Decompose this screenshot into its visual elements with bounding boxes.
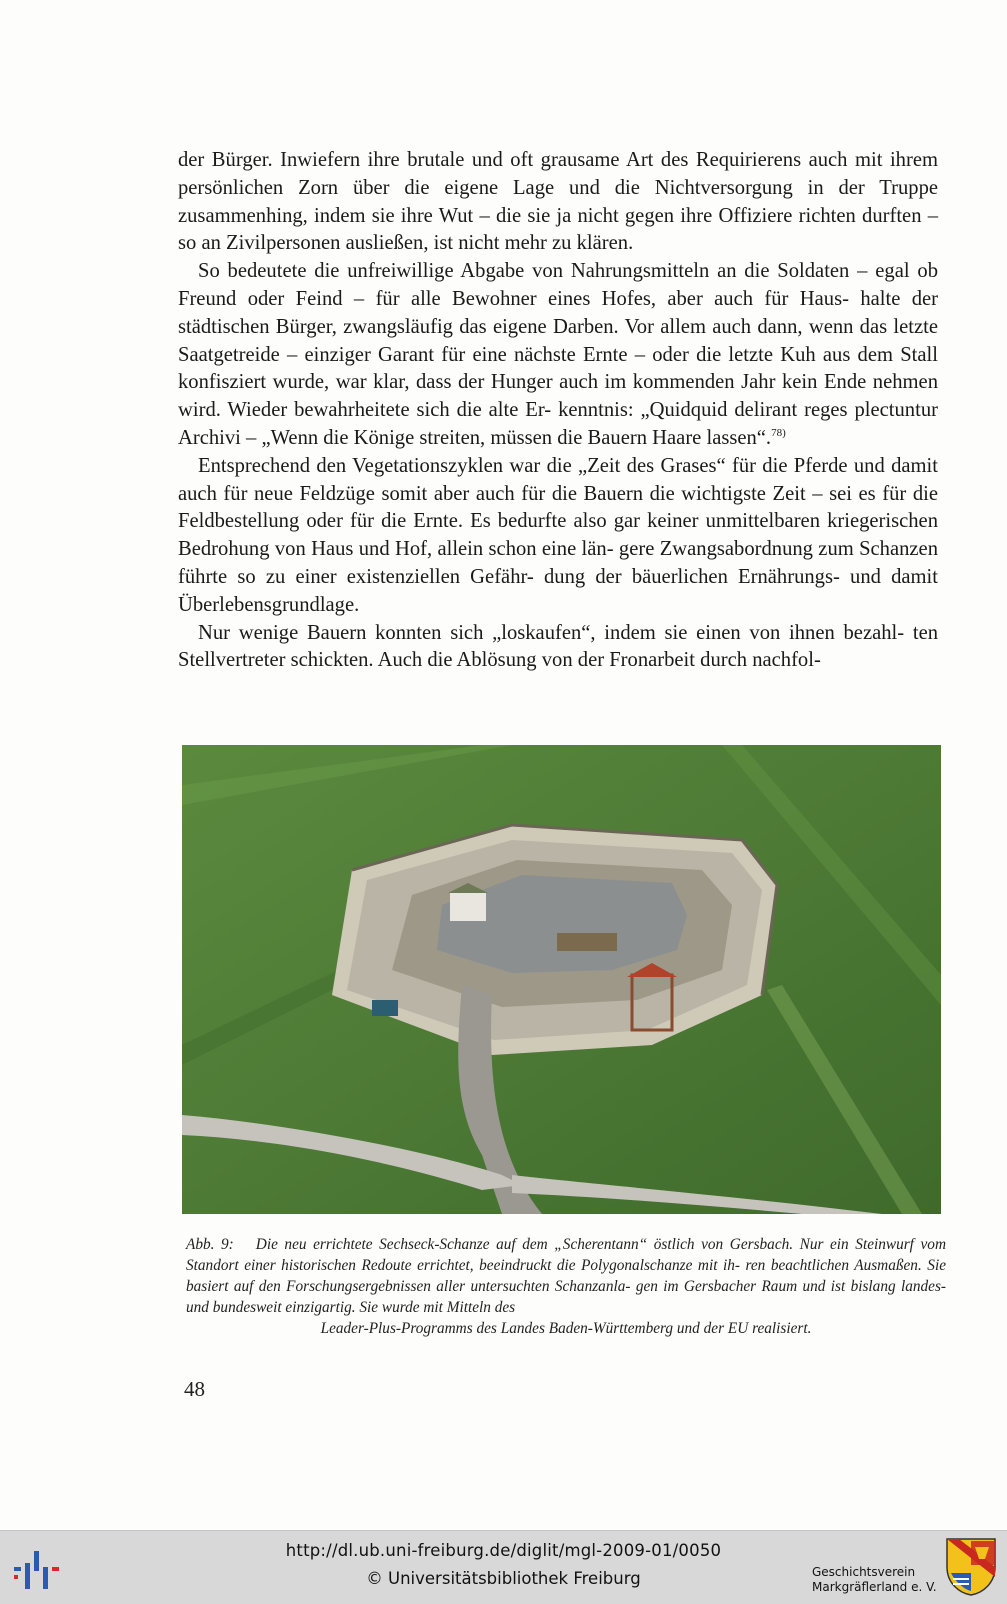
text-line: kommenden Jahr kein Ende nehmen wird. Wieder bewahrheitete sich die alte Er- [178, 371, 938, 422]
caption-line: Leader-Plus-Programms des Landes Baden-Württemberg und der EU realisiert. [320, 1320, 812, 1337]
text-line: der Bürger. Inwiefern ihre brutale und oft grausame Art des Requirierens auch mit [178, 149, 883, 171]
body-paragraph [178, 258, 938, 453]
caption-line: ren beachtlichen Ausmaßen. Sie basiert auf den Forschungsergebnissen aller untersuchten Schanzanla- [186, 1257, 946, 1295]
text-line: So bedeutete die unfreiwillige Abgabe von Nahrungsmitteln an die Soldaten – [198, 260, 868, 283]
footer-bar [0, 1530, 1007, 1604]
page-number: 48 [184, 1377, 205, 1401]
copyright-text: © Universitätsbibliothek Freiburg [366, 1569, 641, 1588]
text-line: kenntnis: „Quidquid delirant reges plectuntur Archivi – „Wenn die Könige streiten, [178, 399, 938, 449]
text-line: die letzte Kuh aus dem Stall konfisziert wurde, war klar, dass der Hunger auch im [178, 343, 938, 394]
text-line: unmittelbaren kriegerischen Bedrohung von Haus und Hof, allein schon eine län- [178, 510, 938, 561]
figure-caption [186, 1234, 946, 1339]
text-line: Nur wenige Bauern konnten sich „loskaufen“, indem sie einen von ihnen bezahl- [198, 621, 905, 644]
publisher-line-2: Markgräflerland e. V. [812, 1580, 937, 1594]
text-line: und damit auch für neue Feldzüge somit aber auch für die Bauern die wichtigste [178, 454, 938, 505]
text-line: Truppe zusammenhing, indem sie ihre Wut – die sie ja nicht gegen ihre Offiziere [178, 176, 939, 227]
text-line: Entsprechend den Vegetationszyklen war die „Zeit des Grases“ für die Pferde [198, 454, 848, 477]
body-paragraph [178, 453, 938, 620]
coat-of-arms-icon [945, 1537, 997, 1597]
text-line: halte der städtischen Bürger, zwangsläufig das eigene Darben. Vor allem auch [178, 287, 938, 338]
text-line: gere Zwangsabordnung zum Schanzen führte so zu einer existenziellen Gefähr- [178, 538, 938, 588]
text-line: egal ob Freund oder Feind – für alle Bewohner eines Hofes, aber auch für Haus- [178, 260, 938, 310]
text-line: müssen die Bauern Haare lassen“. [490, 426, 772, 449]
text-line: dung der bäuerlichen Ernährungs- und damit Überlebensgrundlage. [178, 565, 938, 616]
text-line: richten durften – so an Zivilpersonen ausließen, ist nicht mehr zu klären. [178, 204, 938, 255]
text-line: ihrem persönlichen Zorn über die eigene Lage und die Nichtversorgung in der [178, 149, 938, 199]
text-line: ten Stellvertreter schickten. Auch die Ablösung von der Fronarbeit durch nachfol- [178, 621, 939, 672]
publisher-name [812, 1565, 937, 1595]
source-url-link[interactable]: http://dl.ub.uni-freiburg.de/diglit/mgl-2009-01/0050 [285, 1541, 722, 1560]
text-line: dann, wenn das letzte Saatgetreide – einziger Garant für eine nächste Ernte – oder [178, 315, 938, 366]
caption-line: gen im Gersbacher Raum und ist bislang landes- und bundesweit einzigartig. Sie wurde mit Mitteln des [186, 1278, 947, 1316]
footnote-marker[interactable]: 78) [771, 426, 786, 439]
text-line: Zeit – sei es für die Feldbestellung oder für die Ernte. Es bedurfte also gar keiner [178, 482, 938, 533]
figure-label: Abb. 9: [186, 1236, 234, 1253]
aerial-photo-hexagonal-redoubt [182, 745, 941, 1214]
body-paragraph [178, 620, 938, 676]
caption-line: Die neu errichtete Sechseck-Schanze auf dem „Scherentann“ östlich von Gersbach. Nur ein [255, 1236, 849, 1253]
caption-line: Steinwurf vom Standort einer historischen Redoute errichtet, beeindruckt die Polygonalschanze mit ih- [186, 1236, 946, 1274]
publisher-line-1: Geschichtsverein [812, 1565, 916, 1579]
body-paragraph [178, 147, 938, 258]
body-text [178, 147, 938, 675]
